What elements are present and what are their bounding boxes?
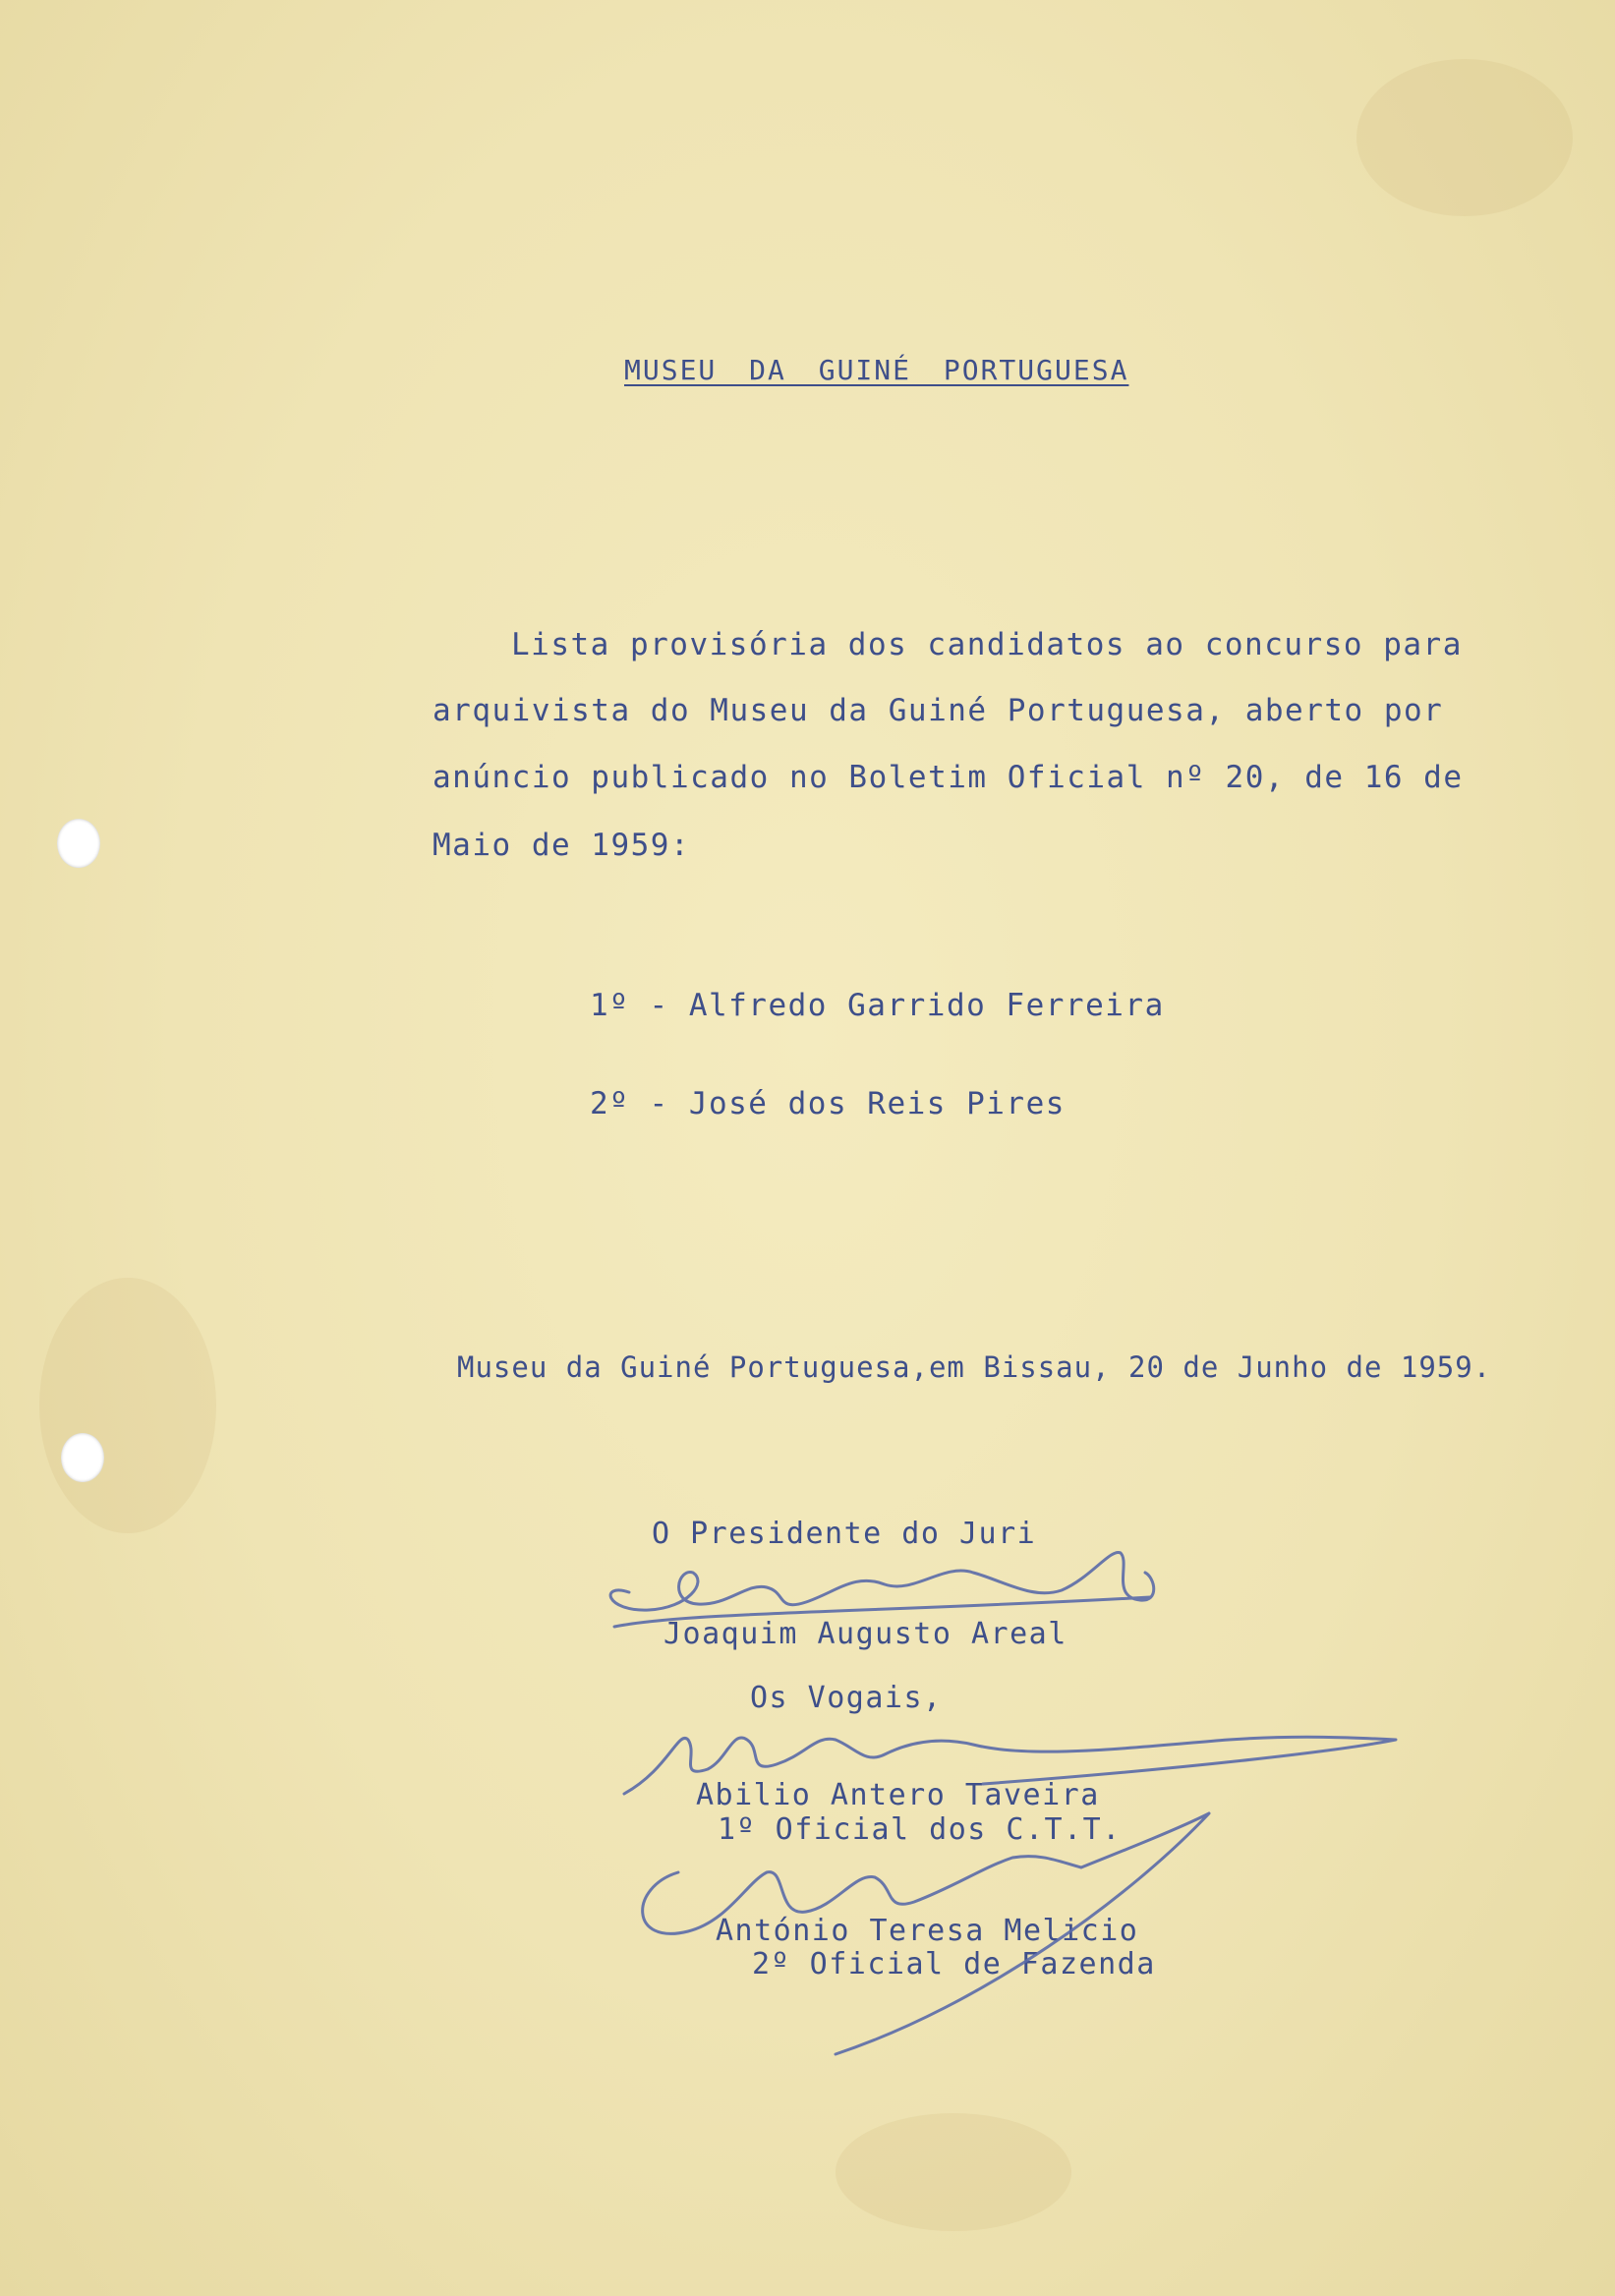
paragraph-line-4: Maio de 1959: <box>433 828 691 863</box>
paragraph-line-3: anúncio publicado no Boletim Oficial nº 20, de 16 de <box>433 760 1464 795</box>
vogal-1-name: Abilio Antero Taveira <box>696 1778 1100 1812</box>
candidate-2: 2º - José dos Reis Pires <box>590 1086 1066 1121</box>
paper-stain <box>836 2113 1071 2231</box>
punch-hole-bottom <box>61 1433 104 1482</box>
paragraph-line-2: arquivista do Museu da Guiné Portuguesa, aberto por <box>433 693 1444 728</box>
president-signature <box>610 1552 1154 1627</box>
president-role: O Presidente do Juri <box>652 1517 1037 1551</box>
vogais-label: Os Vogais, <box>750 1681 943 1715</box>
paper-stain <box>39 1278 216 1533</box>
vogal-2-title: 2º Oficial de Fazenda <box>752 1947 1156 1981</box>
paragraph-line-1: Lista provisória dos candidatos ao concurso para <box>511 627 1463 662</box>
paper-stain <box>1356 59 1573 216</box>
document-title: MUSEU DA GUINÉ PORTUGUESA <box>624 354 1129 386</box>
punch-hole-top <box>57 819 100 868</box>
president-name: Joaquim Augusto Areal <box>663 1617 1067 1651</box>
place-date: Museu da Guiné Portuguesa,em Bissau, 20 de Junho de 1959. <box>457 1350 1492 1384</box>
vogal-1-title: 1º Oficial dos C.T.T. <box>718 1812 1122 1847</box>
vogal-2-name: António Teresa Melicio <box>716 1914 1139 1948</box>
candidate-1: 1º - Alfredo Garrido Ferreira <box>590 988 1165 1023</box>
